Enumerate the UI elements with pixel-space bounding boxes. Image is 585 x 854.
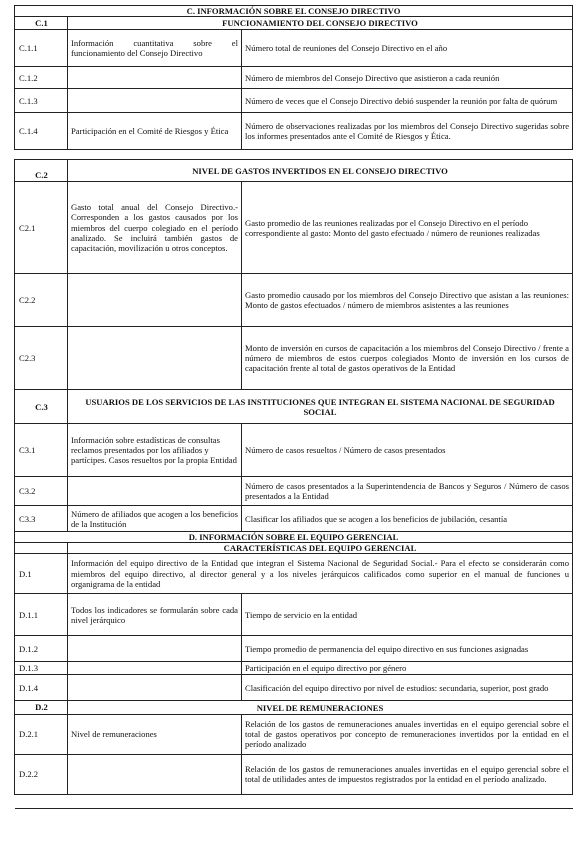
row-indicator: Relación de los gastos de remuneraciones anuales invertidas en el equipo gerencial sobre el total de gastos operativos por concepto de remuneraciones invertidos por la entidad en el período analizado [242, 714, 573, 754]
table-c2-c3 [14, 159, 573, 808]
row-code: D.1.3 [15, 662, 68, 675]
row-description [68, 327, 242, 390]
table-row [15, 327, 573, 390]
row-description [68, 662, 242, 675]
row-code: C3.1 [15, 424, 68, 477]
row-indicator: Participación en el equipo directivo por género [242, 662, 573, 675]
c3-heading: USUARIOS DE LOS SERVICIOS DE LAS INSTITUCIONES QUE INTEGRAN EL SISTEMA NACIONAL DE SEGURIDAD SOCIAL [68, 390, 573, 424]
row-indicator: Tiempo promedio de permanencia del equipo directivo en sus funciones asignadas [242, 636, 573, 662]
row-description: Participación en el Comité de Riesgos y Ética [68, 113, 242, 150]
row-indicator: Número de veces que el Consejo Directivo debió suspender la reunión por falta de quórum [242, 89, 573, 113]
table-row [15, 67, 573, 89]
row-code: C.1.2 [15, 67, 68, 89]
table-row [15, 754, 573, 794]
row-description: Todos los indicadores se formularán sobre cada nivel jerárquico [68, 594, 242, 636]
row-code: C3.2 [15, 477, 68, 506]
row-code: C.1.3 [15, 89, 68, 113]
row-description: Gasto total anual del Consejo Directivo.- Corresponden a los gastos causados por los miembros del cuerpo colegiado en el período analizado. Se incluirá también gastos de capacitación, movilización u otros conceptos. [68, 182, 242, 274]
row-indicator: Monto de inversión en cursos de capacitación a los miembros del Consejo Directivo / frente a número de miembros de estos cuerpos colegiados Monto de inversión en los cursos de capacitación frente al total de gastos operativos de la Entidad [242, 327, 573, 390]
table-row [15, 662, 573, 675]
row-code: C2.3 [15, 327, 68, 390]
row-indicator: Gasto promedio causado por los miembros del Consejo Directivo que asistan a las reuniones: Monto de gastos efectuados / número de miembros asistentes a las reuniones [242, 274, 573, 327]
d2-code: D.2 [15, 701, 68, 714]
row-indicator: Número total de reuniones del Consejo Directivo en el año [242, 30, 573, 67]
row-indicator: Clasificación del equipo directivo por nivel de estudios: secundaria, superior, post grado [242, 675, 573, 701]
c1-code: C.1 [15, 17, 68, 30]
table-row [15, 636, 573, 662]
row-indicator: Número de casos resueltos / Número de casos presentados [242, 424, 573, 477]
row-description [68, 675, 242, 701]
c3-code: C.3 [15, 390, 68, 424]
row-description: Nivel de remuneraciones [68, 714, 242, 754]
row-code: D.1 [15, 554, 68, 594]
table-c1 [14, 5, 573, 150]
row-code: D.1.4 [15, 675, 68, 701]
c1-heading: FUNCIONAMIENTO DEL CONSEJO DIRECTIVO [68, 17, 573, 30]
row-code: D.1.1 [15, 594, 68, 636]
row-code: C3.3 [15, 506, 68, 532]
row-description [68, 636, 242, 662]
row-description: Información sobre estadísticas de consultas reclamos presentados por los afiliados y partícipes. Casos resueltos por la propia Entidad [68, 424, 242, 477]
section-d-title: D. INFORMACIÓN SOBRE EL EQUIPO GERENCIAL [15, 532, 573, 543]
row-description [68, 67, 242, 89]
row-code: C2.1 [15, 182, 68, 274]
row-indicator: Gasto promedio de las reuniones realizadas por el Consejo Directivo en el período correspondiente al gasto: Monto del gasto efectuado / número de reuniones realizadas [242, 182, 573, 274]
table-row [15, 274, 573, 327]
row-code: D.2.2 [15, 754, 68, 794]
row-code: D.2.1 [15, 714, 68, 754]
table-row [15, 30, 573, 67]
row-description [68, 274, 242, 327]
row-indicator: Número de casos presentados a la Superintendencia de Bancos y Seguros / Número de casos presentados a la Entidad [242, 477, 573, 506]
row-indicator: Tiempo de servicio en la entidad [242, 594, 573, 636]
row-indicator: Número de observaciones realizadas por los miembros del Consejo Directivo sugeridas sobre los informes presentados ante el Comité de Riesgos y Ética. [242, 113, 573, 150]
document-page [14, 5, 572, 809]
d2-heading: NIVEL DE REMUNERACIONES [68, 701, 573, 714]
table-row [15, 506, 573, 532]
table-row [15, 675, 573, 701]
table-row [15, 182, 573, 274]
table-row [15, 714, 573, 754]
d1-intro-text: Información del equipo directivo de la Entidad que integran el Sistema Nacional de Seguridad Social.- Para el efecto se considerarán como miembros del equipo directivo, al director general y a los niveles jerárquicos calificados como superior en el manual de funciones u organigrama de la entidad [68, 554, 573, 594]
section-c-title: C. INFORMACIÓN SOBRE EL CONSEJO DIRECTIVO [15, 6, 573, 17]
table-row [15, 89, 573, 113]
row-indicator: Clasificar los afiliados que se acogen a los beneficios de jubilación, cesantía [242, 506, 573, 532]
table-row [15, 554, 573, 594]
table-row [15, 113, 573, 150]
row-indicator: Relación de los gastos de remuneraciones anuales invertidas en el equipo gerencial sobre el total de utilidades antes de impuestos registrados por la entidad en el período analizado. [242, 754, 573, 794]
row-description [68, 754, 242, 794]
row-description [68, 477, 242, 506]
row-code: C2.2 [15, 274, 68, 327]
table-row [15, 424, 573, 477]
table-row [15, 594, 573, 636]
c2-code: C.2 [15, 160, 68, 182]
table-row [15, 477, 573, 506]
row-description: Número de afiliados que acogen a los beneficios de la Institución [68, 506, 242, 532]
row-description [68, 89, 242, 113]
row-code: D.1.2 [15, 636, 68, 662]
d1-heading: CARACTERÍSTICAS DEL EQUIPO GERENCIAL [68, 543, 573, 554]
c2-heading: NIVEL DE GASTOS INVERTIDOS EN EL CONSEJO DIRECTIVO [68, 160, 573, 182]
row-indicator: Número de miembros del Consejo Directivo que asistieron a cada reunión [242, 67, 573, 89]
row-code: C.1.1 [15, 30, 68, 67]
row-description: Información cuantitativa sobre el funcionamiento del Consejo Directivo [68, 30, 242, 67]
row-code: C.1.4 [15, 113, 68, 150]
